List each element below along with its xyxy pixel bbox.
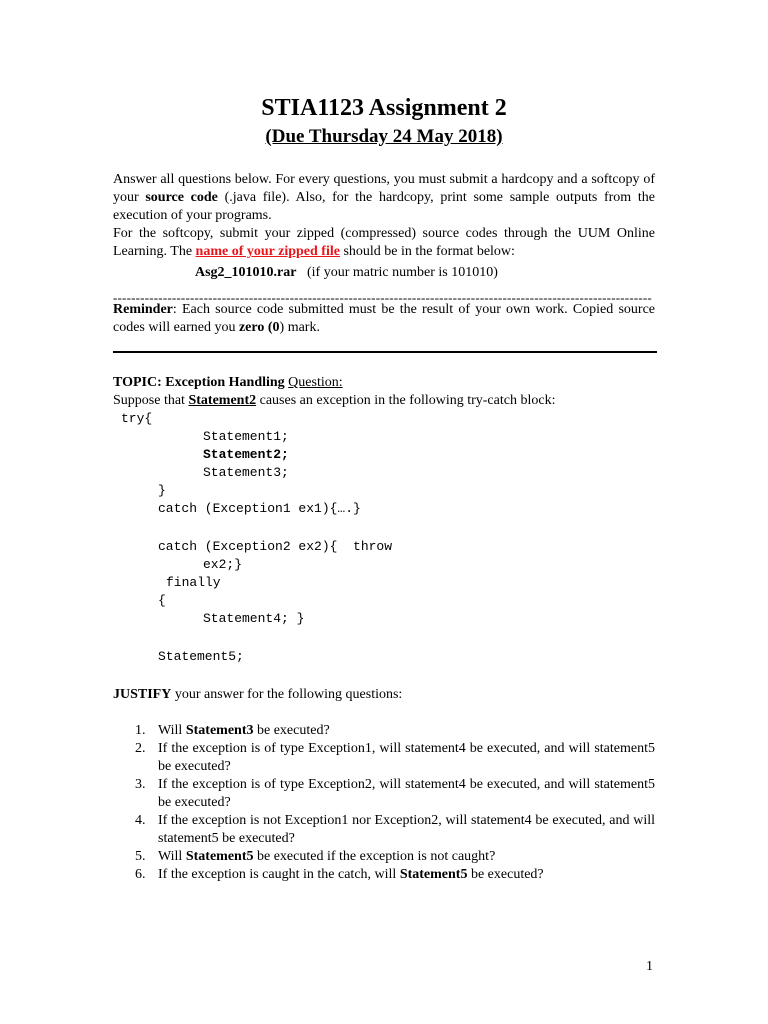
list-item <box>113 866 655 884</box>
code-line: Statement2; <box>203 447 289 462</box>
question-bold-text: Statement5 <box>399 867 468 882</box>
due-date: (Due Thursday 24 May 2018) <box>265 126 503 147</box>
list-item <box>113 848 655 866</box>
code-line: Statement3; <box>203 465 289 480</box>
justify-instruction <box>113 686 402 704</box>
question-number: 3. <box>135 777 146 792</box>
zipped-file-name-highlight: name of your zipped file <box>195 244 340 259</box>
list-item <box>113 740 655 776</box>
question-number: 6. <box>135 867 146 882</box>
question-intro-text-1: Suppose that <box>113 393 189 408</box>
code-line: ex2;} <box>203 557 243 572</box>
question-label: Question: <box>288 375 343 390</box>
example-note: (if your matric number is 101010) <box>307 265 498 280</box>
reminder-label: Reminder <box>113 302 173 317</box>
code-line: catch (Exception1 ex1){….} <box>158 501 361 516</box>
code-line: { <box>158 593 166 608</box>
code-line: Statement4; } <box>203 611 305 626</box>
horizontal-rule <box>113 351 657 353</box>
example-filename-line <box>195 264 498 282</box>
reminder-text-2: ) mark. <box>279 320 320 335</box>
page-title: STIA1123 Assignment 2 <box>261 95 507 121</box>
code-line: } <box>158 483 166 498</box>
softcopy-text-2: should be in the format below: <box>339 244 515 259</box>
reminder-paragraph <box>113 301 655 337</box>
instructions-text-1: Answer all questions below. For every questions, you must submit a hardcopy and a softcopy of your <box>113 172 655 205</box>
reminder-text-1: : Each source code submitted must be the result of your own work. Copied source codes will earned you <box>113 302 655 335</box>
question-text: If the exception is of type Exception1, will statement4 be executed, and will statement5 be executed? <box>158 741 655 774</box>
reminder-zero: zero (0 <box>238 320 280 335</box>
list-item <box>113 722 655 740</box>
question-text: be executed if the exception is not caught? <box>253 849 496 864</box>
justify-label: JUSTIFY <box>113 687 172 702</box>
question-number: 5. <box>135 849 146 864</box>
question-list <box>113 722 655 884</box>
question-text: If the exception is of type Exception2, will statement4 be executed, and will statement5 be executed? <box>158 777 655 810</box>
question-intro <box>113 392 555 410</box>
instructions-text-2: (.java file). Also, for the hardcopy, print some sample outputs from the execution of your programs. <box>113 190 655 223</box>
code-line: catch (Exception2 ex2){ throw <box>158 539 393 554</box>
question-text: be executed? <box>253 723 330 738</box>
question-bold-text: Statement5 <box>185 849 254 864</box>
code-line: finally <box>166 575 221 590</box>
question-intro-text-2: causes an exception in the following try-catch block: <box>256 393 556 408</box>
code-line: try{ <box>121 411 153 426</box>
question-text: If the exception is caught in the catch, will <box>158 867 400 882</box>
instructions-paragraph <box>113 171 655 261</box>
question-text: If the exception is not Exception1 nor Exception2, will statement4 be executed, and will statement5 be executed? <box>158 813 655 846</box>
instructions-source-code: source code <box>145 190 218 205</box>
question-intro-statement2: Statement2 <box>188 393 257 408</box>
topic-label: TOPIC: Exception Handling <box>113 375 285 390</box>
list-item <box>113 812 655 848</box>
page-number: 1 <box>646 959 653 974</box>
question-text: Will <box>158 849 186 864</box>
justify-text: your answer for the following questions: <box>171 687 403 702</box>
softcopy-text-1: For the softcopy, submit your zipped (compressed) source codes through the UUM Online Learning. The <box>113 226 655 259</box>
question-number: 4. <box>135 813 146 828</box>
code-line: Statement5; <box>158 649 244 664</box>
topic-line <box>113 374 343 392</box>
list-item <box>113 776 655 812</box>
question-number: 1. <box>135 723 146 738</box>
question-number: 2. <box>135 741 146 756</box>
question-bold-text: Statement3 <box>185 723 254 738</box>
dashed-separator: ----------------------------------------------------------------------------------------------------------------------- <box>113 290 652 305</box>
code-line: Statement1; <box>203 429 289 444</box>
example-filename: Asg2_101010.rar <box>195 265 297 280</box>
question-text: be executed? <box>467 867 544 882</box>
question-text: Will <box>158 723 186 738</box>
